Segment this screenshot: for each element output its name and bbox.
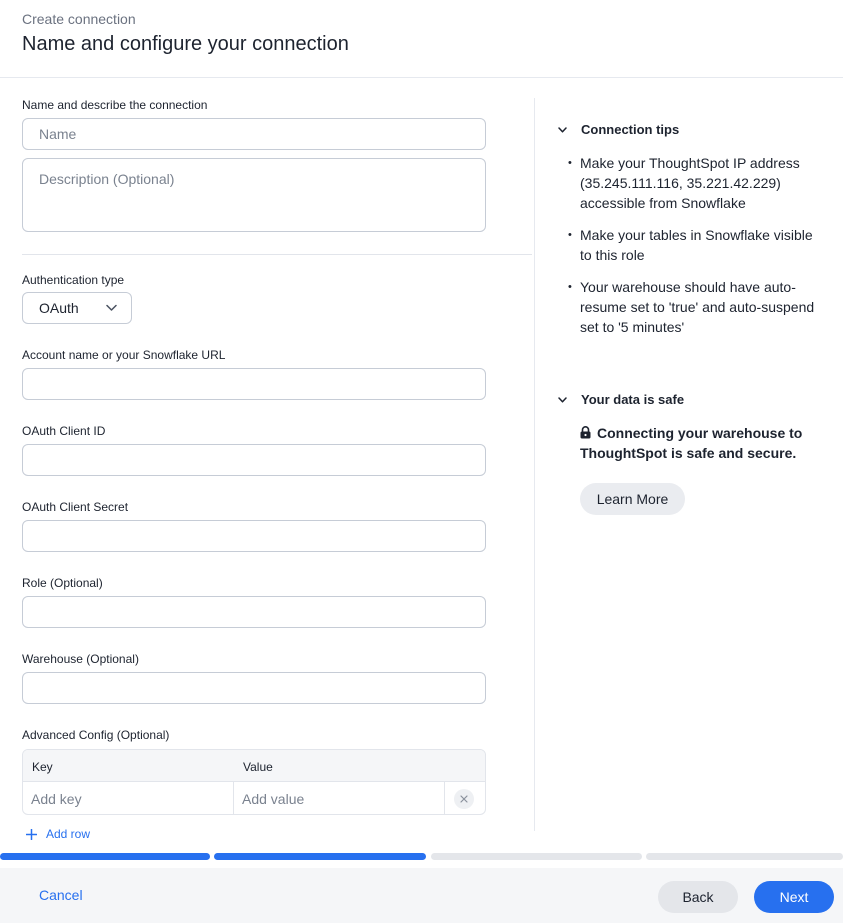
page-eyebrow: Create connection <box>22 11 136 27</box>
next-button[interactable]: Next <box>754 881 834 913</box>
data-safe-message-block <box>580 423 820 463</box>
account-url-input[interactable] <box>22 368 486 400</box>
add-row-label: Add row <box>46 827 91 841</box>
account-url-label: Account name or your Snowflake URL <box>22 348 226 362</box>
remove-row-button[interactable] <box>454 789 474 809</box>
client-id-label: OAuth Client ID <box>22 424 106 438</box>
table-row <box>23 782 485 815</box>
table-header <box>23 750 485 782</box>
column-header-value: Value <box>243 760 273 774</box>
connection-tips-toggle[interactable] <box>558 122 679 137</box>
tip-item: • Make your ThoughtSpot IP address (35.245.111.116, 35.221.42.229) accessible from Snowflake <box>568 153 818 213</box>
progress-step-3 <box>431 853 642 860</box>
chevron-down-icon <box>558 127 567 133</box>
advanced-config-label: Advanced Config (Optional) <box>22 728 170 742</box>
auth-type-label: Authentication type <box>22 273 125 287</box>
data-safe-toggle[interactable] <box>558 392 684 407</box>
column-header-key: Key <box>32 760 53 774</box>
tip-item: • Make your tables in Snowflake visible to this role <box>568 225 818 265</box>
warehouse-label: Warehouse (Optional) <box>22 652 139 666</box>
config-key-input[interactable] <box>23 782 233 815</box>
lock-icon <box>580 426 591 439</box>
progress-step-2 <box>214 853 426 860</box>
connection-name-input[interactable] <box>22 118 486 150</box>
role-label: Role (Optional) <box>22 576 103 590</box>
auth-type-value: OAuth <box>39 300 79 316</box>
data-safe-title: Your data is safe <box>581 392 685 407</box>
connection-tips-list <box>568 153 818 349</box>
panel-divider <box>534 98 535 831</box>
page-header <box>0 0 843 78</box>
tip-item: • Your warehouse should have auto-resume set to 'true' and auto-suspend set to '5 minutes' <box>568 277 818 337</box>
cell-divider <box>444 782 445 815</box>
back-button[interactable]: Back <box>658 881 738 913</box>
advanced-config-table <box>22 749 486 815</box>
client-secret-label: OAuth Client Secret <box>22 500 129 514</box>
add-row-button[interactable] <box>26 827 90 841</box>
role-input[interactable] <box>22 596 486 628</box>
plus-icon <box>26 829 37 840</box>
chevron-down-icon <box>106 304 117 312</box>
learn-more-button[interactable]: Learn More <box>580 483 685 515</box>
client-id-input[interactable] <box>22 444 486 476</box>
section-divider <box>22 254 532 255</box>
close-icon <box>460 795 468 803</box>
progress-step-4 <box>646 853 843 860</box>
page-title: Name and configure your connection <box>22 33 349 55</box>
config-value-input[interactable] <box>234 782 444 815</box>
name-section-label: Name and describe the connection <box>22 98 208 112</box>
auth-type-select[interactable] <box>22 292 132 324</box>
progress-step-1 <box>0 853 210 860</box>
connection-description-input[interactable] <box>22 158 486 232</box>
client-secret-input[interactable] <box>22 520 486 552</box>
footer-bar <box>0 868 843 923</box>
data-safe-message: Connecting your warehouse to ThoughtSpot is safe and secure. <box>580 425 803 461</box>
chevron-down-icon <box>558 397 567 403</box>
cancel-button[interactable]: Cancel <box>39 887 83 903</box>
warehouse-input[interactable] <box>22 672 486 704</box>
connection-tips-title: Connection tips <box>581 122 680 137</box>
